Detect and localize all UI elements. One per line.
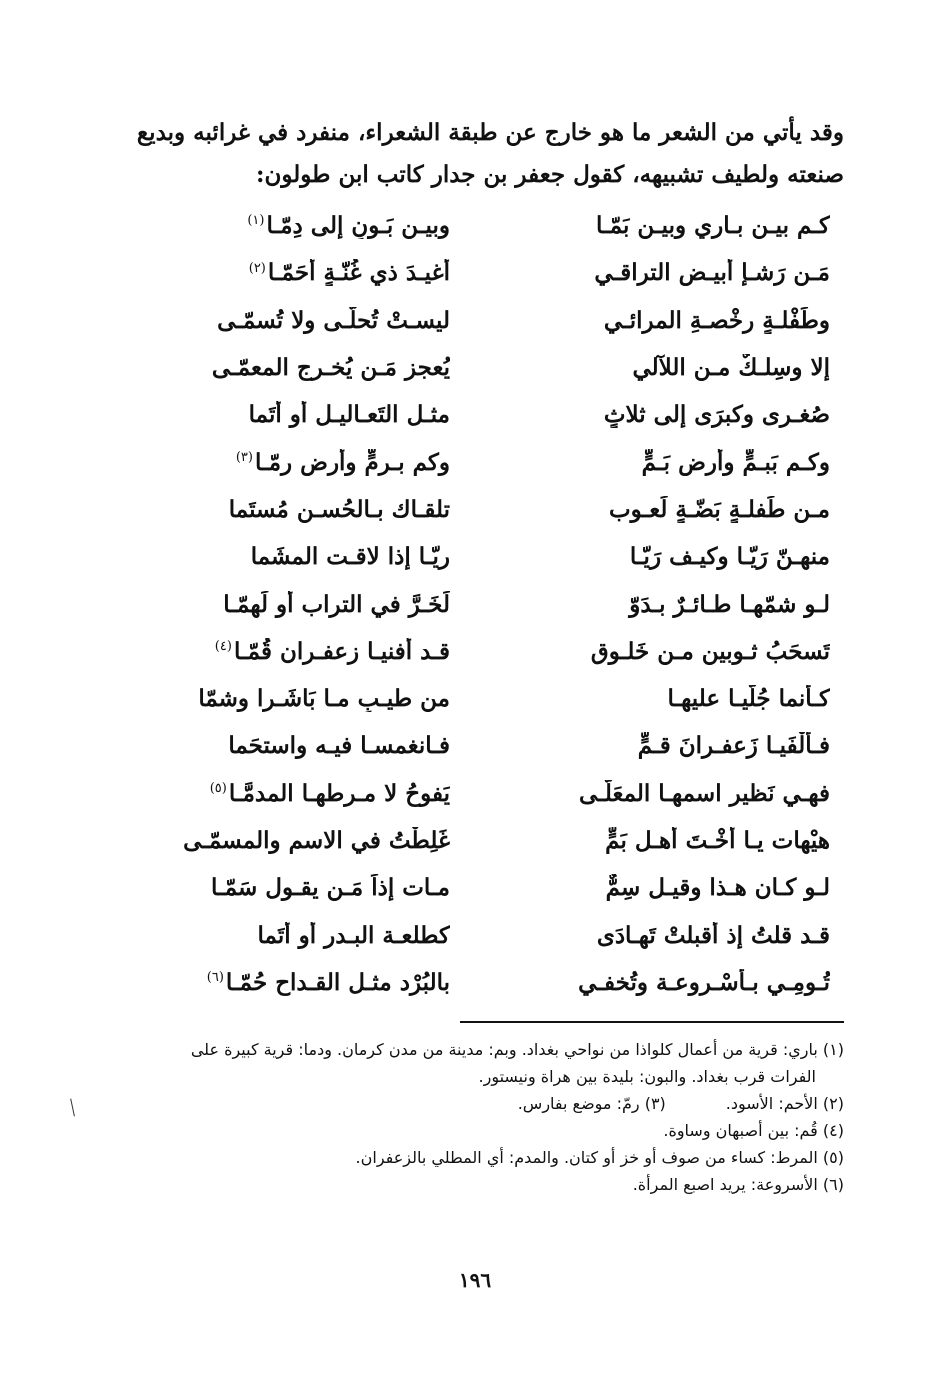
verse-second-text: مثـل التَعـاليـل أو أتَما [248, 401, 450, 429]
verse-first-hemistich: مـن طَفلـةٍ بَضّـةٍ لَعـوب [608, 495, 830, 523]
footnote-separator-rule [460, 1021, 844, 1023]
footnote-1-line-1: (١) باري: قرية من أعمال كلواذا من نواحي بغداد. وبم: مدينة من مدن كرمان. ودما: قرية كبيرة على [190, 1040, 844, 1059]
verse-first-hemistich: تُـومِـي بـأسْـروعـة وتُخفـي [578, 968, 830, 996]
poem-verse-15 [150, 864, 830, 911]
verse-second-hemistich [150, 922, 450, 949]
verse-first-hemistich: وكـم بَبـمٍّ وأرض بَـمٍّ [641, 448, 830, 476]
verse-first-hemistich: كـم بيـن بـاري وبيـن بَمّـا [595, 212, 830, 240]
poem-verse-2 [150, 249, 830, 296]
footnote-marker: (١) [247, 213, 265, 229]
footnote-marker: (٤) [214, 639, 232, 655]
verse-second-hemistich [150, 449, 450, 476]
intro-line-2: صنعته ولطيف تشبيهه، كقول جعفر بن جدار كاتب ابن طولون: [255, 161, 844, 188]
verse-second-text: قـد أفنيـا زعفـران قُمّـا [233, 637, 450, 665]
poem-verse-7 [150, 486, 830, 533]
verse-second-hemistich [150, 969, 450, 996]
verse-second-hemistich [150, 874, 450, 901]
verse-second-hemistich [150, 307, 450, 334]
verse-second-text: وكم بـرمٍّ وأرض رمّـا [254, 448, 450, 476]
verse-second-hemistich [150, 685, 450, 712]
footnote-3: (٣) رمّ: موضع بفارس. [517, 1094, 666, 1113]
verse-first-hemistich: وطَفْلـةٍ رخْصـةِ المرائـي [603, 306, 830, 334]
verse-second-hemistich [150, 543, 450, 570]
verse-first-hemistich: لـو كـان هـذا وقيـل سِمٌّ [605, 874, 830, 902]
poem-verse-4 [150, 344, 830, 391]
poem-verse-14 [150, 817, 830, 864]
poem-verse-11 [150, 675, 830, 722]
poem-verse-3 [150, 297, 830, 344]
verse-second-text: تلقـاك بـالحُسـن مُستَما [228, 495, 450, 523]
verse-second-text: مـات إذاً مَـن يقـول سَمّـا [210, 874, 450, 902]
footnote-4: (٤) قُم: بين أصبهان وساوة. [663, 1121, 844, 1140]
footnote-1-line-2: الفرات قرب بغداد. والبون: بليدة بين هراة ونيستور. [478, 1067, 816, 1086]
verse-second-text: لَخَـرَّ في التراب أو لَهمّـا [223, 590, 450, 618]
verse-first-hemistich: هيْهات يـا أخْـتَ أهـل بَمٍّ [605, 827, 830, 854]
footnote-marker: (٣) [235, 449, 253, 465]
verse-second-hemistich [150, 591, 450, 618]
footnote-5: (٥) المرط: كساء من صوف أو خز أو كتان. والمدم: أي المطلي بالزعفران. [355, 1148, 844, 1167]
footnote-marker: (٦) [206, 970, 224, 986]
poem-verse-6 [150, 438, 830, 485]
verse-first-hemistich: مَـن رَشـإ أبيـض التراقـي [594, 259, 830, 287]
verse-second-hemistich [150, 780, 450, 807]
verse-second-text: كطلعـة البـدر أو أتَما [257, 921, 450, 949]
verse-first-hemistich: كـأنما جُلّيـا عليهـا [667, 685, 830, 713]
poem-verse-8 [150, 533, 830, 580]
poem [150, 202, 830, 1006]
verse-second-hemistich [150, 401, 450, 428]
verse-second-hemistich [150, 212, 450, 239]
footnote-2: (٢) الأحم: الأسود. [725, 1094, 844, 1113]
verse-second-text: غَلِطْتُ في الاسم والمسمّـى [183, 827, 450, 854]
verse-first-hemistich: فـألْفَيـا زَعفـرانَ قـمٍّ [637, 732, 830, 760]
poem-verse-1 [150, 202, 830, 249]
verse-second-text: فـانغمسـا فيـه واستحَما [228, 732, 450, 760]
footnote-marker: (٢) [248, 260, 266, 276]
poem-verse-16 [150, 911, 830, 958]
verse-second-hemistich [150, 259, 450, 286]
poem-verse-12 [150, 722, 830, 769]
footnotes [80, 1036, 844, 1198]
verse-first-hemistich: إلا وسِلـكٌ مـن اللآلي [632, 354, 830, 382]
verse-first-hemistich: قـد قلتُ إذ أقبلتْ تَهـادَى [596, 921, 830, 949]
verse-first-hemistich: صُغـرى وكبرَى إلى ثلاثٍ [603, 401, 830, 429]
verse-second-text: ليسـتْ تُحلّـى ولا تُسمّـى [217, 306, 450, 334]
verse-second-text: أغيـدَ ذي غُنّـةٍ أحَمّـا [267, 259, 450, 287]
verse-second-text: يُعجز مَـن يُخـرج المعمّـى [211, 354, 450, 382]
verse-second-hemistich [150, 827, 450, 854]
verse-first-hemistich: فهـي نَظير اسمهـا المعَلّـى [578, 779, 830, 807]
verse-second-text: من طيـبِ مـا بَاشَـرا وشمّا [198, 685, 450, 713]
verse-second-hemistich [150, 496, 450, 523]
verse-second-text: وبيـن بَـونٍ إلى دِمّـا [266, 212, 450, 240]
verse-first-hemistich: لـو شمّهـا طـائـرٌ بـدَوّ [629, 590, 830, 618]
footnote-row-2-3 [80, 1090, 844, 1117]
footnote-6: (٦) الأسروعة: يريد اصبع المرأة. [632, 1175, 844, 1194]
poem-verse-9 [150, 580, 830, 627]
verse-second-text: يَفوحُ لا مـرطهـا المدمَّـا [228, 779, 450, 807]
verse-first-hemistich: منهـنّ رَيّـا وكيـف رَيّـا [629, 543, 830, 571]
footnote-marker: (٥) [209, 781, 227, 797]
margin-pencil-mark [70, 1098, 79, 1117]
poem-verse-13 [150, 770, 830, 817]
verse-second-text: بالبُرْد مثـل القـداح حُمّـا [225, 968, 450, 996]
verse-second-hemistich [150, 638, 450, 665]
poem-verse-17 [150, 959, 830, 1006]
page-number: ١٩٦ [458, 1268, 492, 1292]
poem-verse-10 [150, 628, 830, 675]
verse-second-hemistich [150, 732, 450, 759]
intro-line-1: وقد يأتي من الشعر ما هو خارج عن طبقة الشعراء، منفرد في غرائبه وبديع [136, 119, 844, 146]
poem-verse-5 [150, 391, 830, 438]
verse-second-hemistich [150, 354, 450, 381]
verse-second-text: ريّـا إذا لاقـت المشَما [250, 543, 450, 571]
verse-first-hemistich: تَسحَبُ ثـوبين مـن خَلـوق [590, 637, 830, 665]
intro-paragraph [92, 112, 844, 196]
